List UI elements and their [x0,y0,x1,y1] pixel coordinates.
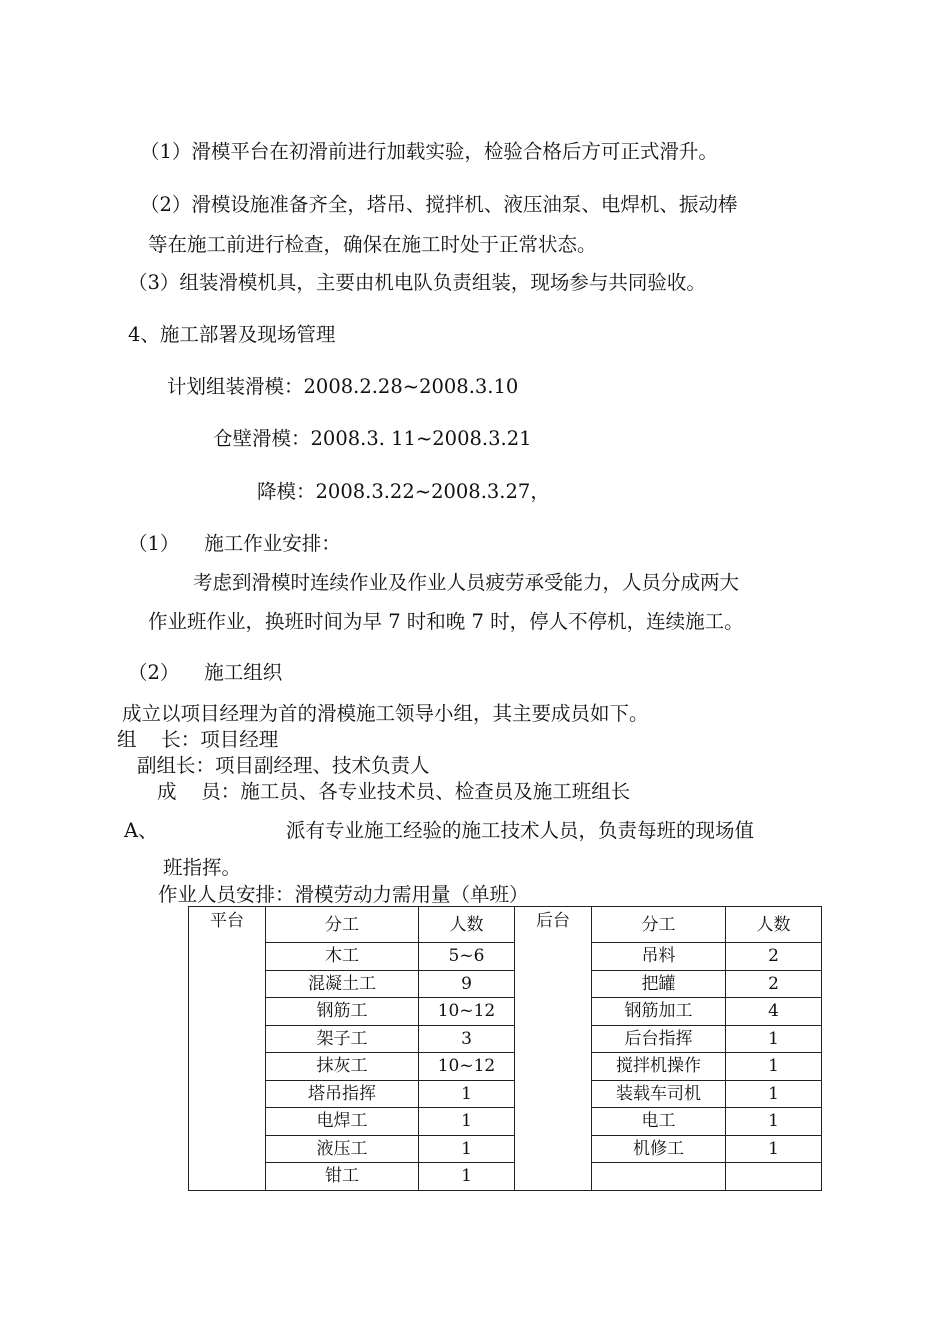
table-row [189,1135,822,1163]
team-leader: 组 长：项目经理 [117,728,279,751]
table-cell-count: 9 [419,970,515,998]
table-cell-rwork: 机修工 [592,1135,726,1163]
table-cell-rcount [726,1163,822,1191]
table-cell-rcount: 4 [726,998,822,1026]
subheading-organization: （2） 施工组织 [128,661,283,684]
labor-table [188,906,822,1191]
header-work: 分工 [266,907,419,943]
item-a-continuation: 班指挥。 [163,856,242,879]
table-cell-rwork: 钢筋加工 [592,998,726,1026]
table-row [189,970,822,998]
table-cell-rwork [592,1163,726,1191]
table-row [189,1163,822,1191]
table-cell-count: 10~12 [419,998,515,1026]
table-row [189,943,822,971]
organization-intro: 成立以项目经理为首的滑模施工领导小组，其主要成员如下。 [122,702,649,725]
table-row [189,1080,822,1108]
paragraph-3: （3）组装滑模机具，主要由机电队负责组装，现场参与共同验收。 [128,271,706,294]
paragraph-2-line-1: （2）滑模设施准备齐全，塔吊、搅拌机、液压油泵、电焊机、振动棒 [140,193,738,216]
header-rear-work: 分工 [592,907,726,943]
table-cell-rcount: 1 [726,1108,822,1136]
schedule-lowering: 降模：2008.3.22~2008.3.27， [257,480,550,503]
table-cell-rcount: 2 [726,943,822,971]
table-cell-count: 10~12 [419,1053,515,1081]
table-cell-rcount: 2 [726,970,822,998]
table-cell-work: 钳工 [266,1163,419,1191]
work-arrangement-line-2: 作业班作业，换班时间为早 7 时和晚 7 时，停人不停机，连续施工。 [148,610,744,633]
header-count: 人数 [419,907,515,943]
table-row [189,1108,822,1136]
rear-label: 后台 [515,907,592,1191]
table-cell-rcount: 1 [726,1135,822,1163]
table-row [189,1053,822,1081]
table-cell-rwork: 电工 [592,1108,726,1136]
table-cell-work: 钢筋工 [266,998,419,1026]
table-row [189,1025,822,1053]
schedule-wall: 仓壁滑模：2008.3. 11~2008.3.21 [213,427,532,450]
table-cell-count: 1 [419,1080,515,1108]
subheading-work-arrangement: （1） 施工作业安排： [128,532,341,555]
table-cell-rcount: 1 [726,1025,822,1053]
table-cell-work: 电焊工 [266,1108,419,1136]
table-cell-rcount: 1 [726,1053,822,1081]
header-rear-count: 人数 [726,907,822,943]
table-row [189,998,822,1026]
table-cell-rwork: 把罐 [592,970,726,998]
table-cell-work: 架子工 [266,1025,419,1053]
table-cell-work: 混凝土工 [266,970,419,998]
table-cell-count: 5~6 [419,943,515,971]
team-members: 成 员：施工员、各专业技术员、检查员及施工班组长 [157,780,631,803]
platform-label: 平台 [189,907,266,1191]
table-cell-work: 塔吊指挥 [266,1080,419,1108]
item-a-text: 派有专业施工经验的施工技术人员，负责每班的现场值 [286,819,755,842]
item-a-marker: A、 [124,819,158,842]
table-header-row [189,907,822,943]
table-cell-rwork: 装载车司机 [592,1080,726,1108]
table-cell-rcount: 1 [726,1080,822,1108]
table-cell-rwork: 吊料 [592,943,726,971]
table-caption: 作业人员安排：滑模劳动力需用量（单班） [158,883,529,906]
table-cell-work: 木工 [266,943,419,971]
table-cell-count: 1 [419,1163,515,1191]
paragraph-1: （1）滑模平台在初滑前进行加载实验，检验合格后方可正式滑升。 [140,140,718,163]
section-heading-4: 4、施工部署及现场管理 [128,323,336,346]
table-cell-rwork: 后台指挥 [592,1025,726,1053]
table-cell-count: 1 [419,1135,515,1163]
table-cell-rwork: 搅拌机操作 [592,1053,726,1081]
table-cell-work: 液压工 [266,1135,419,1163]
schedule-assembly: 计划组装滑模：2008.2.28~2008.3.10 [167,375,519,398]
table-cell-count: 3 [419,1025,515,1053]
deputy-leader: 副组长：项目副经理、技术负责人 [137,754,430,777]
table-cell-count: 1 [419,1108,515,1136]
work-arrangement-line-1: 考虑到滑模时连续作业及作业人员疲劳承受能力，人员分成两大 [193,571,740,594]
paragraph-2-line-2: 等在施工前进行检查，确保在施工时处于正常状态。 [148,233,597,256]
table-cell-work: 抹灰工 [266,1053,419,1081]
